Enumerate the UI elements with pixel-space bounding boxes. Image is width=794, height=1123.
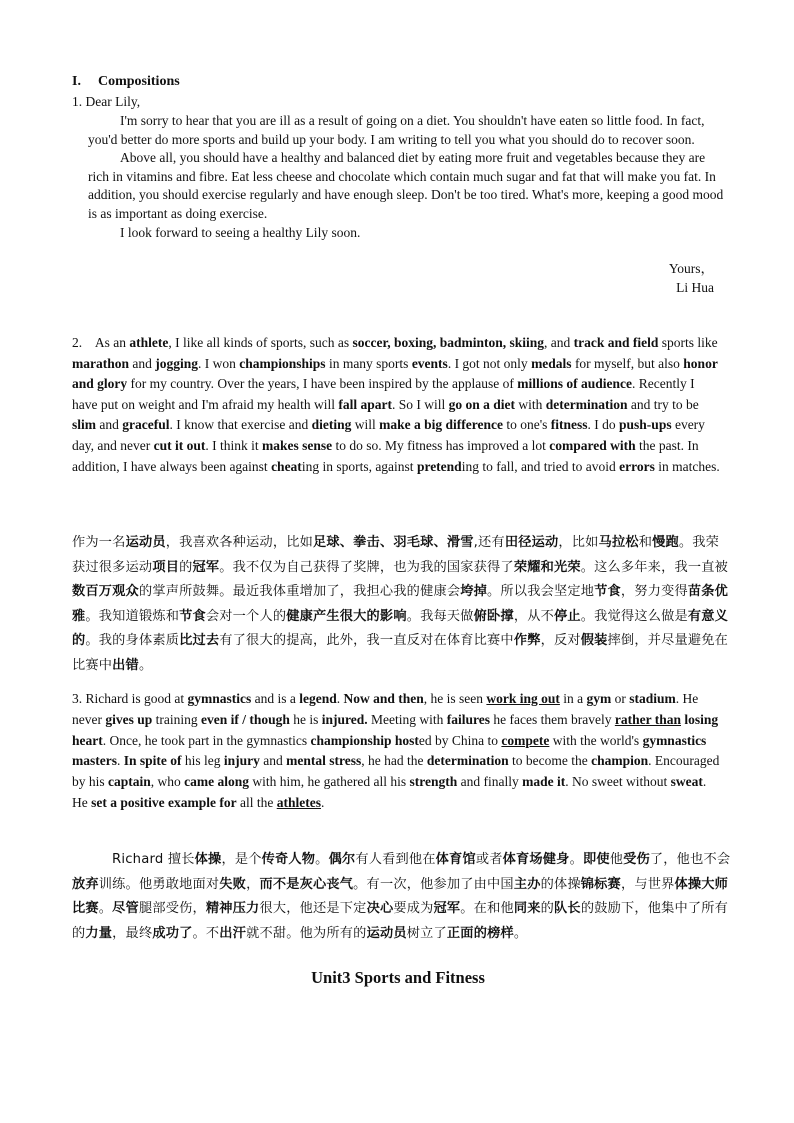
text-run: , who: [150, 774, 185, 790]
text-run: 。这么多年来，我一直被: [580, 559, 729, 575]
key-term: came along: [184, 774, 250, 790]
text-run: 很大，他还是下定: [259, 901, 367, 917]
key-term: 而不是灰心丧气: [259, 876, 354, 892]
letter-paragraph-1: I'm sorry to hear that you are ill as a result of going on a diet. You shouldn't have eaten so little food. In fact, you'd better do more sports and build up your body. I am writing to tell you what you should do to recover soon.: [88, 113, 705, 147]
text-run: he is: [289, 711, 322, 727]
text-run: 。我觉得这么做是: [580, 608, 688, 624]
text-run: 或者: [475, 852, 503, 867]
key-term: 比过去: [179, 633, 220, 649]
text-run: ,还有: [473, 535, 505, 550]
section-heading: [72, 73, 180, 92]
key-term: 体育馆: [435, 852, 476, 867]
key-term: injury: [223, 753, 260, 769]
text-run: and finally: [457, 774, 523, 790]
key-term: 田径运动: [504, 535, 559, 550]
text-run: , I like all kinds of sports, such as: [168, 335, 353, 350]
key-term: medals: [531, 355, 572, 371]
key-term: 精神压力: [205, 901, 260, 917]
key-term: 有意义的: [72, 608, 729, 649]
text-run: in many sports: [325, 355, 412, 371]
key-term: marathon: [72, 355, 129, 371]
key-term: cut it out: [153, 437, 206, 453]
key-term: set a positive example for: [91, 794, 237, 810]
key-term: makes sense: [261, 437, 333, 453]
text-run: ，: [246, 876, 260, 892]
text-run: 。我的身体素质: [85, 633, 180, 649]
text-run: 。: [98, 901, 113, 917]
text-run: 。: [315, 852, 329, 867]
text-run: 腿部受伤，: [138, 901, 206, 917]
key-term: 荣耀和光荣: [513, 559, 581, 575]
key-term: 成功了: [152, 925, 193, 941]
key-term: slim: [72, 417, 97, 433]
key-term: 节食: [179, 608, 206, 624]
key-term: 即使: [582, 852, 610, 867]
key-term: Now and then: [343, 691, 424, 706]
key-term: honor and glory: [72, 355, 721, 392]
key-term: fitness: [550, 417, 588, 433]
text-run: 会对一个人的: [205, 608, 287, 624]
text-run: . I do: [587, 417, 620, 433]
text-run: for myself, but also: [571, 355, 684, 371]
text-run: . No sweet without: [565, 774, 671, 790]
key-term: 主办: [513, 876, 541, 892]
key-term: millions of audience: [517, 376, 633, 392]
text-run: , he had the: [361, 753, 427, 769]
key-term: 偶尔: [328, 852, 356, 867]
key-term: 体操大师比赛: [72, 876, 729, 917]
key-term: champion: [591, 753, 649, 769]
text-run: and: [259, 753, 287, 769]
key-term: 数百万观众: [72, 584, 139, 600]
key-term: 传奇人物: [261, 852, 316, 867]
key-term: 冠军: [192, 559, 220, 575]
text-run: .: [336, 691, 344, 706]
text-run: ，反对: [540, 633, 581, 649]
text-run: 。我知道锻炼和: [85, 608, 180, 624]
text-run: 要成为: [393, 901, 434, 917]
text-run: and: [96, 417, 123, 433]
letter-paragraph-3: I look forward to seeing a healthy Lily soon.: [120, 224, 361, 240]
text-run: .: [116, 753, 124, 769]
text-run: 就不甜。他为所有的: [246, 925, 367, 941]
text-run: with the world's: [549, 732, 643, 748]
key-term: 出错: [112, 657, 139, 673]
key-term: compete: [501, 732, 550, 748]
key-term: errors: [619, 458, 655, 474]
text-run: will: [351, 417, 380, 433]
key-term: determination: [426, 753, 509, 769]
key-term: failures: [446, 711, 491, 727]
text-run: . I think it: [205, 437, 262, 453]
key-term: 俯卧撑: [473, 608, 514, 624]
composition-2-english: [72, 333, 722, 477]
text-run: 他: [609, 852, 624, 867]
text-run: .: [320, 794, 325, 810]
key-term: go on a diet: [448, 396, 516, 412]
text-run: to become the: [508, 753, 592, 769]
text-run: 作为一名: [72, 535, 126, 550]
text-run: 。我荣获过很多运动: [72, 535, 720, 575]
key-term: championships: [239, 355, 326, 371]
key-term: 苗条优雅: [72, 584, 729, 624]
key-term: stadium: [629, 691, 676, 706]
key-term: cheat: [271, 458, 302, 474]
key-term: rather than: [614, 711, 681, 727]
letter-salutation: 1. Dear Lily,: [72, 94, 141, 109]
key-term: events: [411, 355, 448, 371]
key-term: championship: [310, 732, 392, 748]
text-run: 2. As an: [72, 335, 130, 350]
text-run: ，最终: [112, 925, 153, 941]
key-term: gymnastics: [187, 691, 252, 706]
text-run: with: [515, 396, 546, 412]
key-term: gives up: [105, 711, 153, 727]
underlined-key-term: [615, 712, 681, 727]
unit-title: Unit3 Sports and Fitness: [311, 968, 485, 987]
letter-closing: Yours，: [668, 261, 714, 276]
key-term: 体操: [194, 852, 222, 867]
key-term: strength: [409, 774, 458, 790]
composition-3-english: [72, 689, 722, 814]
key-term: 停止: [554, 608, 581, 624]
text-run: the past. In addition, I have always been against: [72, 437, 702, 474]
key-term: make a big difference: [379, 417, 503, 433]
key-term: 失败: [219, 876, 247, 892]
letter-signature: [600, 260, 714, 297]
text-run: every day, and never: [72, 417, 709, 453]
text-run: 。: [138, 657, 153, 673]
text-run: . I got not only: [447, 355, 532, 371]
text-run: 树立了: [406, 925, 447, 941]
key-term: 冠军: [433, 901, 461, 917]
text-run: 。我不仅为自己获得了奖牌，也为我的国家获得了: [219, 559, 514, 575]
text-run: 的: [179, 559, 193, 575]
letter-signer: Li Hua: [676, 279, 714, 295]
text-run: in a: [559, 691, 587, 706]
key-term: 队长: [554, 901, 581, 917]
key-term: legend: [299, 691, 337, 706]
key-term: work ing out: [486, 691, 560, 706]
key-term: athletes: [276, 794, 321, 810]
key-term: gymnastics masters: [72, 732, 710, 769]
key-term: 同来: [513, 901, 541, 917]
text-run: , and: [544, 335, 574, 350]
text-run: and: [129, 355, 156, 371]
key-term: 出汗: [219, 925, 247, 941]
underlined-key-term: [277, 795, 321, 810]
text-run: . Once, he took part in the gymnastics: [102, 732, 311, 748]
key-term: mental stress: [286, 753, 362, 769]
key-term: 受伤: [623, 852, 650, 867]
key-term: 力量: [85, 925, 113, 941]
text-run: ，努力变得: [620, 584, 688, 600]
text-run: 。我每天做: [406, 608, 474, 624]
text-run: . Encouraged by his: [72, 753, 723, 790]
letter-body: [88, 112, 728, 242]
key-term: jogging: [155, 355, 199, 371]
key-term: graceful: [122, 417, 170, 433]
key-term: sweat: [670, 774, 703, 790]
text-run: and try to be: [627, 396, 703, 412]
key-term: losing heart: [72, 711, 722, 748]
text-run: in matches.: [654, 458, 720, 474]
text-run: 的体操: [540, 876, 581, 892]
key-term: 项目: [152, 559, 180, 575]
key-term: made it: [522, 774, 566, 790]
text-run: ，从不: [513, 608, 554, 624]
underlined-key-term: [486, 691, 560, 706]
text-run: 的: [540, 901, 555, 917]
letter-paragraph-2: Above all, you should have a healthy and balanced diet by eating more fruit and vegetables because they are rich in vitamins and fibre. Eat less cheese and chocolate which contain much sugar and fat that will make you fat. In addition, you should exercise regularly and have enough sleep. Don't be too tired. What's more, keeping a good mood is as important as doing exercise.: [88, 150, 724, 221]
composition-3-chinese: [72, 848, 732, 946]
key-term: 慢跑: [652, 535, 679, 550]
text-run: to one's: [502, 417, 551, 433]
key-term: 马拉松: [598, 535, 639, 550]
text-run: ，比如: [558, 535, 599, 550]
key-term: 垮掉: [460, 584, 488, 600]
key-term: 运动员: [366, 925, 407, 941]
text-run: with him, he gathered all his: [249, 774, 410, 790]
key-term: 运动员: [125, 535, 166, 550]
underlined-key-term: [501, 733, 549, 748]
text-run: 。不: [192, 925, 220, 941]
text-run: ，是个: [221, 852, 262, 867]
text-run: or: [611, 691, 630, 706]
key-term: compared with: [549, 437, 636, 453]
text-run: . He: [72, 774, 710, 810]
key-term: soccer, boxing, badminton, skiing: [352, 335, 545, 350]
composition-2-chinese: [72, 531, 732, 679]
text-run: ，与世界: [620, 876, 675, 892]
text-run: . Recently I have put on weight and I'm afraid my health will: [72, 376, 699, 412]
key-term: 正面的榜样: [446, 925, 514, 941]
text-run: sports like: [658, 335, 722, 350]
text-run: . He never: [72, 691, 702, 727]
key-term: injured.: [321, 711, 368, 727]
key-term: gym: [586, 691, 612, 706]
key-term: 锦标赛: [580, 876, 621, 892]
key-term: track and field: [573, 335, 659, 350]
text-run: his leg: [181, 753, 224, 769]
key-term: In spite of: [123, 753, 182, 769]
key-term: determination: [545, 396, 628, 412]
key-term: 作弊: [513, 633, 541, 649]
text-run: Meeting with: [367, 711, 447, 727]
text-run: 有了很大的提高，此外，我一直反对在体育比赛中: [219, 633, 514, 649]
text-run: 和: [638, 535, 653, 550]
text-run: all the: [236, 794, 277, 810]
text-run: , he is seen: [423, 691, 487, 706]
text-run: . I won: [198, 355, 240, 371]
section-title: Compositions: [98, 74, 180, 89]
text-run: 的掌声所鼓舞。最近我体重增加了，我担心我的健康会: [138, 584, 461, 600]
key-term: 尽管: [112, 901, 139, 917]
key-term: 健康产生很大的影响: [286, 608, 407, 624]
text-run: and is a: [251, 691, 300, 706]
text-run: 了，他也不会: [649, 852, 731, 867]
text-run: 。所以我会坚定地: [487, 584, 595, 600]
section-number: I.: [72, 74, 81, 89]
text-run: ing to fall, and tried to avoid: [461, 458, 620, 474]
text-run: ，我喜欢各种运动，比如: [165, 535, 313, 550]
key-term: host: [394, 732, 419, 748]
key-term: 假装: [580, 633, 608, 649]
text-run: ing in sports, against: [301, 458, 417, 474]
text-run: 摔倒，并尽量避免在比赛中: [72, 633, 729, 673]
text-run: he faces them bravely: [490, 711, 615, 727]
text-run: 有人看到他在: [355, 852, 436, 867]
text-run: . I know that exercise and: [169, 417, 312, 433]
key-term: pretend: [416, 458, 462, 474]
key-term: fall apart: [338, 396, 392, 412]
key-term: 节食: [594, 584, 621, 600]
text-run: training: [152, 711, 201, 727]
text-run: 。: [569, 852, 583, 867]
key-term: even if / though: [201, 711, 290, 727]
key-term: 放弃: [72, 876, 99, 892]
text-run: . So I will: [392, 396, 449, 412]
text-run: 的鼓励下，他集中了所有的: [72, 901, 729, 941]
text-run: 。有一次，他参加了由中国: [353, 876, 514, 892]
key-term: 决心: [366, 901, 394, 917]
key-term: 足球、拳击、羽毛球、滑雪: [313, 535, 474, 550]
text-run: Richard 擅长: [112, 852, 195, 867]
text-run: 。: [513, 925, 528, 941]
text-run: for my country. Over the years, I have been inspired by the applause of: [127, 376, 518, 392]
key-term: 体育场健身: [502, 852, 570, 867]
key-term: push-ups: [619, 417, 672, 433]
text-run: 。在和他: [460, 901, 514, 917]
text-run: 3. Richard is good at: [72, 691, 188, 706]
key-term: athlete: [129, 335, 169, 350]
text-run: 训练。他勇敢地面对: [98, 876, 220, 892]
text-run: to do so. My fitness has improved a lot: [332, 437, 550, 453]
text-run: ed by China to: [418, 732, 502, 748]
key-term: dieting: [311, 417, 352, 433]
key-term: captain: [108, 774, 151, 790]
